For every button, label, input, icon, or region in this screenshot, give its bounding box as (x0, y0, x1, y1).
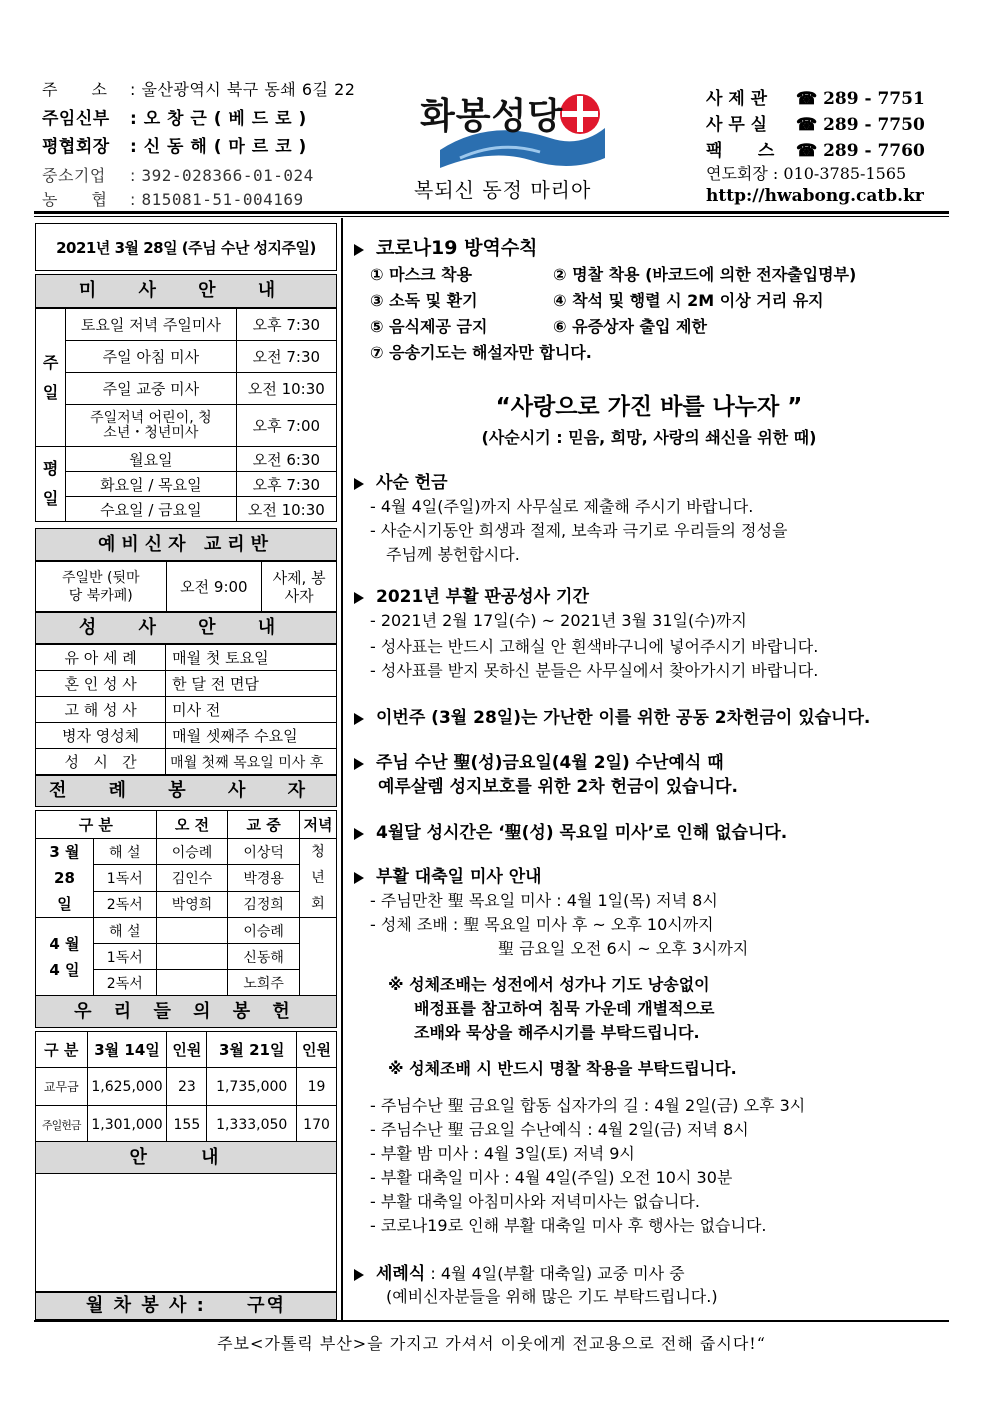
easter-line: - 주님만찬 聖 목요일 미사 : 4월 1일(목) 저녁 8시 (370, 891, 718, 910)
motto-title: “사랑으로 가진 바를 나누자 ” (495, 394, 803, 420)
minister-am (156, 918, 228, 944)
covid-rule: ③ 소독 및 환기 (370, 291, 478, 310)
good-friday-row (354, 748, 724, 773)
easter-note: 배정표를 참고하여 침묵 가운데 개별적으로 (414, 999, 715, 1018)
date-line: 2021년 3월 28일 (주님 수난 성지주일) (35, 223, 337, 271)
easter-note: ※ 성체조배 시 반드시 명찰 착용을 부탁드립니다. (388, 1059, 737, 1078)
catechumen-teacher: 사제, 봉사자 (262, 562, 337, 612)
baptism-text: : 4월 4일(부활 대축일) 교중 미사 중 (430, 1264, 685, 1283)
easter-title: 부활 대축일 미사 안내 (376, 867, 542, 887)
offering-value: 1,333,050 (207, 1106, 297, 1144)
minister-role: 1독서 (93, 865, 156, 891)
minister-main: 노희주 (228, 970, 300, 996)
sacrament-name: 성 시 간 (36, 749, 166, 775)
confession-heading (354, 582, 589, 607)
ministers-header: 저녁 (299, 811, 336, 839)
fax-value: ☎ 289 - 7760 (796, 141, 925, 161)
offering-header: 인원 (167, 1032, 207, 1068)
minister-main: 신동해 (228, 944, 300, 970)
lent-line: - 사순시기동안 희생과 절제, 보속과 극기로 우리들의 정성을 (370, 521, 788, 540)
lent-heading (354, 468, 448, 493)
minister-am: 김인수 (156, 865, 228, 891)
easter-line: - 코로나19로 인해 부활 대축일 미사 후 행사는 없습니다. (370, 1216, 767, 1235)
bank1-value: 392-028366-01-024 (141, 166, 314, 185)
offering-count: 155 (167, 1106, 207, 1144)
youth-label: 연도회장 (706, 164, 768, 183)
good-friday-line2: 예루살렘 성지보호를 위한 2차 헌금이 있습니다. (378, 777, 738, 797)
mass-time: 오전 6:30 (236, 447, 336, 472)
sacrament-when: 미사 전 (166, 697, 337, 723)
holy-hour-row (354, 818, 787, 843)
lent-title: 사순 헌금 (376, 473, 448, 493)
website[interactable]: http://hwabong.catb.kr (706, 186, 924, 206)
offering-header: 구 분 (36, 1032, 88, 1068)
minister-main: 이상덕 (228, 839, 300, 865)
address-row: 주 소 : 울산광역시 북구 동쇄 6길 22 (42, 77, 355, 100)
sacraments-title: 성 사 안 내 (35, 612, 337, 644)
easter-note: ※ 성체조배는 성전에서 성가나 기도 낭송없이 (388, 975, 710, 994)
triangle-bullet-icon (354, 244, 364, 256)
sacrament-when: 한 달 전 면담 (166, 671, 337, 697)
minister-main: 박경용 (228, 865, 300, 891)
catechumen-class: 주일반 (뒷마당 북카페) (36, 562, 167, 612)
footer-rule (34, 1320, 949, 1322)
mass-name: 토요일 저녁 주일미사 (66, 309, 237, 341)
ministers-header: 교 중 (228, 811, 300, 839)
triangle-bullet-icon (354, 1269, 364, 1281)
fax-label: 팩 스 (706, 141, 775, 161)
mass-time: 오후 7:00 (236, 405, 336, 447)
mass-time: 오전 10:30 (236, 497, 336, 522)
covid-rule: ⑥ 유증상자 출입 제한 (553, 317, 707, 336)
ministers-table (35, 810, 337, 996)
sacrament-name: 병자 영성체 (36, 723, 166, 749)
easter-line: 聖 금요일 오전 6시 ~ 오후 3시까지 (498, 939, 749, 958)
holy-hour: 4월달 성시간은 ‘聖(성) 목요일 미사’로 인해 없습니다. (376, 823, 788, 843)
second-collection-row (354, 703, 870, 728)
youth-row: 연도회장 : 010-3785-1565 (706, 164, 907, 183)
minister-main: 이승례 (228, 918, 300, 944)
pastor-label: 주임신부 (42, 109, 110, 129)
offering-kind: 주일헌금 (36, 1106, 88, 1144)
minister-evening: 청년회 (299, 839, 336, 918)
bank1-label: 중소기업 (42, 166, 106, 185)
notice-box (35, 1174, 337, 1292)
mass-table (35, 308, 337, 522)
phone2-row (706, 110, 925, 135)
minister-evening-empty (299, 918, 336, 996)
sacrament-name: 혼 인 성 사 (36, 671, 166, 697)
ministers-header: 오 전 (156, 811, 228, 839)
catechumen-table (35, 561, 337, 612)
footer-text: 주보<가톨릭 부산>을 가지고 가셔서 이웃에게 전교용으로 전해 줍시다!“ (217, 1334, 766, 1353)
mass-title: 미 사 안 내 (35, 274, 337, 308)
minister-date: 3 월 28 일 (36, 839, 94, 918)
minister-role: 해 설 (93, 918, 156, 944)
bank1-row: 중소기업 : 392-028366-01-024 (42, 163, 314, 186)
easter-note: 조배와 묵상을 해주시기를 부탁드립니다. (414, 1023, 700, 1042)
covid-heading (354, 233, 538, 260)
covid-rule: ⑦ 응송기도는 해설자만 합니다. (370, 343, 592, 362)
offering-count: 23 (167, 1068, 207, 1106)
baptism-note: (예비신자분들을 위해 많은 기도 부탁드립니다.) (386, 1287, 718, 1306)
minister-am: 이승례 (156, 839, 228, 865)
triangle-bullet-icon (354, 758, 364, 770)
triangle-bullet-icon (354, 592, 364, 604)
bank2-row: 농 협 : 815081-51-004169 (42, 187, 304, 210)
fax-row (706, 136, 925, 161)
covid-title: 코로나19 방역수칙 (376, 237, 538, 259)
phone1-value: ☎ 289 - 7751 (796, 89, 925, 109)
offering-value: 1,301,000 (87, 1106, 167, 1144)
patron-name: 복되신 동정 마리아 (414, 178, 592, 202)
bank2-label: 농 협 (42, 190, 108, 209)
minister-am: 박영희 (156, 891, 228, 917)
catechumen-title: 예비신자 교리반 (35, 528, 337, 561)
sunday-label: 주일 (36, 309, 66, 447)
triangle-bullet-icon (354, 478, 364, 490)
offering-title: 우 리 들 의 봉 헌 (35, 995, 337, 1028)
bank2-value: 815081-51-004169 (141, 190, 304, 209)
triangle-bullet-icon (354, 828, 364, 840)
column-divider (341, 218, 343, 1320)
triangle-bullet-icon (354, 872, 364, 884)
catechumen-time: 오전 9:00 (166, 562, 262, 612)
covid-rule: ⑤ 음식제공 금지 (370, 317, 488, 336)
confession-line: - 성사표를 받지 못하신 분들은 사무실에서 찾아가시기 바랍니다. (370, 661, 819, 680)
phone1-label: 사 제 관 (706, 89, 768, 109)
easter-line: - 부활 밤 미사 : 4월 3일(토) 저녁 9시 (370, 1144, 635, 1163)
good-friday-line1: 주님 수난 聖(성)금요일(4월 2일) 수난예식 때 (376, 753, 724, 773)
offering-kind: 교무금 (36, 1068, 88, 1106)
youth-value: 010-3785-1565 (783, 164, 907, 183)
easter-line: - 주님수난 聖 금요일 수난예식 : 4월 2일(금) 저녁 8시 (370, 1120, 749, 1139)
offering-table (35, 1031, 337, 1144)
sacrament-name: 고 해 성 사 (36, 697, 166, 723)
easter-heading (354, 862, 542, 887)
motto-subtitle: (사순시기 : 믿음, 희망, 사랑의 쇄신을 위한 때) (481, 428, 817, 447)
phone1-row (706, 84, 925, 109)
minister-role: 해 설 (93, 839, 156, 865)
monthly-service: 월 차 봉 사 : 구역 (35, 1292, 337, 1320)
council-value: 신 동 해 ( 마 르 코 ) (143, 137, 307, 157)
ministers-title: 전 례 봉 사 자 (35, 775, 337, 807)
mass-name: 주일저녁 어린이, 청소년・청년미사 (66, 405, 237, 447)
sacrament-name: 유 아 세 례 (36, 645, 166, 671)
offering-value: 1,735,000 (207, 1068, 297, 1106)
weekday-label: 평일 (36, 447, 66, 522)
confession-title: 2021년 부활 판공성사 기간 (376, 587, 589, 607)
offering-count: 170 (297, 1106, 337, 1144)
baptism-title: 세례식 (376, 1264, 426, 1284)
mass-name: 수요일 / 금요일 (66, 497, 237, 522)
council-row: 평협회장 : 신 동 해 ( 마 르 코 ) (42, 132, 307, 157)
easter-line: - 성체 조배 : 聖 목요일 미사 후 ~ 오후 10시까지 (370, 915, 714, 934)
minister-am (156, 944, 228, 970)
easter-line: - 부활 대축일 미사 : 4월 4일(주일) 오전 10시 30분 (370, 1168, 733, 1187)
offering-header: 3월 21일 (207, 1032, 297, 1068)
offering-value: 1,625,000 (87, 1068, 167, 1106)
lent-line: - 4월 4일(주일)까지 사무실로 제출해 주시기 바랍니다. (370, 497, 754, 516)
pastor-row: 주임신부 : 오 창 근 ( 베 드 로 ) (42, 104, 307, 129)
church-name: 화봉성당 (420, 96, 564, 137)
header-rule (34, 211, 949, 214)
easter-line: - 부활 대축일 아침미사와 저녁미사는 없습니다. (370, 1192, 700, 1211)
council-label: 평협회장 (42, 137, 110, 157)
ministers-header: 구 분 (36, 811, 157, 839)
notice-title: 안 내 (35, 1141, 337, 1174)
mass-time: 오후 7:30 (236, 472, 336, 497)
mass-name: 주일 교중 미사 (66, 373, 237, 405)
covid-rule: ④ 착석 및 행렬 시 2M 이상 거리 유지 (553, 291, 824, 310)
sacraments-table (35, 644, 337, 775)
sacrament-when: 매월 첫째 목요일 미사 후 (166, 749, 337, 775)
mass-time: 오후 7:30 (236, 309, 336, 341)
second-collection: 이번주 (3월 28일)는 가난한 이를 위한 공동 2차헌금이 있습니다. (376, 708, 871, 728)
mass-name: 주일 아침 미사 (66, 341, 237, 373)
offering-header: 3월 14일 (87, 1032, 167, 1068)
offering-header: 인원 (297, 1032, 337, 1068)
sacrament-when: 매월 셋째주 수요일 (166, 723, 337, 749)
minister-role: 1독서 (93, 944, 156, 970)
confession-line: - 성사표는 반드시 고해실 안 흰색바구니에 넣어주시기 바랍니다. (370, 637, 819, 656)
phone2-label: 사 무 실 (706, 115, 768, 135)
minister-role: 2독서 (93, 891, 156, 917)
phone2-value: ☎ 289 - 7750 (796, 115, 925, 135)
baptism-row (354, 1259, 685, 1284)
header-rule-thin (34, 216, 949, 217)
mass-time: 오전 7:30 (236, 341, 336, 373)
minister-date: 4 월 4 일 (36, 918, 94, 996)
mass-name: 화요일 / 목요일 (66, 472, 237, 497)
covid-rule: ② 명찰 착용 (바코드에 의한 전자출입명부) (553, 265, 857, 284)
pastor-value: 오 창 근 ( 베 드 로 ) (143, 109, 307, 129)
easter-line: - 주님수난 聖 금요일 합동 십자가의 길 : 4월 2일(금) 오후 3시 (370, 1096, 806, 1115)
triangle-bullet-icon (354, 713, 364, 725)
lent-line: 주님께 봉헌합시다. (386, 545, 520, 564)
confession-line: - 2021년 2월 17일(수) ~ 2021년 3월 31일(수)까지 (370, 611, 747, 630)
sacrament-when: 매월 첫 토요일 (166, 645, 337, 671)
mass-name: 월요일 (66, 447, 237, 472)
church-logo (400, 78, 610, 178)
minister-role: 2독서 (93, 970, 156, 996)
offering-count: 19 (297, 1068, 337, 1106)
mass-time: 오전 10:30 (236, 373, 336, 405)
covid-rule: ① 마스크 착용 (370, 265, 472, 284)
minister-am (156, 970, 228, 996)
minister-main: 김정희 (228, 891, 300, 917)
address-label: 주 소 (42, 80, 108, 99)
address-value: 울산광역시 북구 동쇄 6길 22 (141, 80, 356, 99)
